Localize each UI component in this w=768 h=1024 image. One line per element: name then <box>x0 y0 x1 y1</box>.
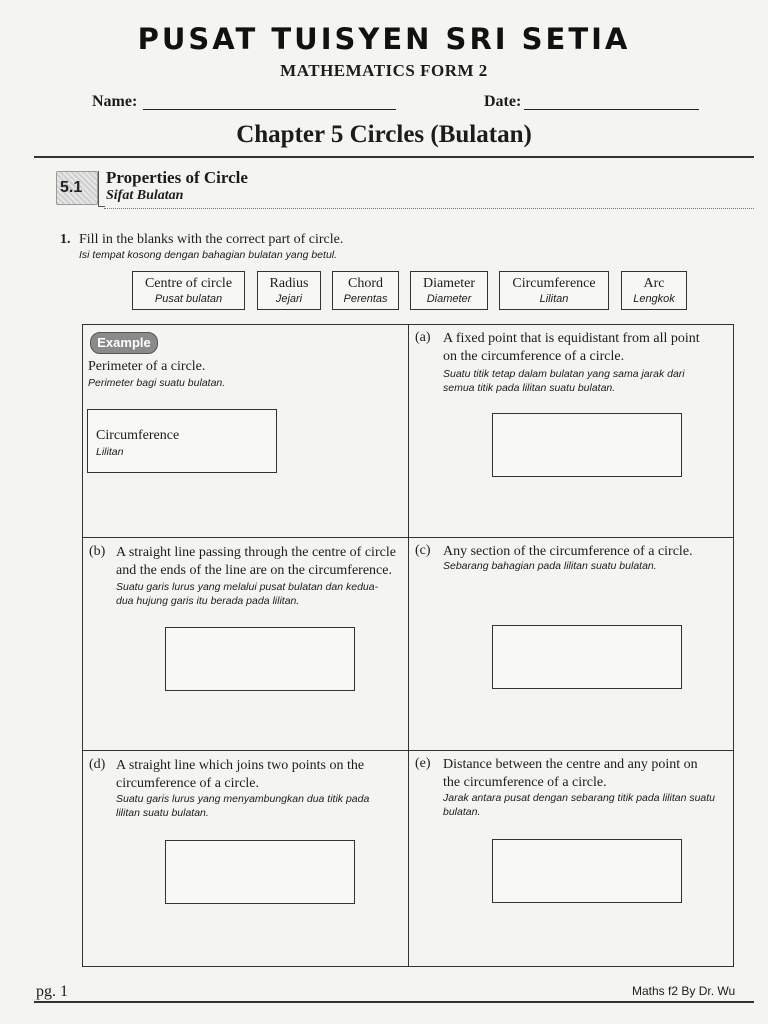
option-radius <box>257 271 321 310</box>
option-arc <box>621 271 687 310</box>
example-text-ms: Perimeter bagi suatu bulatan. <box>88 377 226 389</box>
option-label: Diameter <box>422 276 476 291</box>
header-divider <box>34 156 754 158</box>
option-circumference <box>499 271 609 310</box>
section-bracket <box>98 171 105 207</box>
item-c-text: Any section of the circumference of a circle. <box>443 544 693 559</box>
item-b-text-ms: Suatu garis lurus yang melalui pusat bulatan dan kedua- <box>116 581 379 593</box>
item-b-text-ms-2: dua hujung garis itu berada pada lilitan. <box>116 595 300 607</box>
example-answer-ms: Lilitan <box>96 446 124 458</box>
answer-box-a[interactable] <box>492 413 682 477</box>
example-badge: Example <box>90 332 158 354</box>
question-number: 1. <box>60 232 71 247</box>
item-a-text-ms: Suatu titik tetap dalam bulatan yang sama jarak dari <box>443 368 685 380</box>
item-d-text-ms-2: lilitan suatu bulatan. <box>116 807 209 819</box>
option-label: Arc <box>643 276 665 291</box>
option-label-ms: Diameter <box>426 293 472 305</box>
item-a-text-2: on the circumference of a circle. <box>443 349 625 364</box>
school-name: PUSAT TUISYEN SRI SETIA <box>137 22 631 56</box>
example-answer-box <box>87 409 277 473</box>
answer-box-e[interactable] <box>492 839 682 903</box>
item-e-text-ms: Jarak antara pusat dengan sebarang titik pada lilitan suatu <box>443 792 716 804</box>
chapter-title: Chapter 5 Circles (Bulatan) <box>236 121 532 148</box>
grid-divider-row1 <box>82 537 734 538</box>
subject-title: MATHEMATICS FORM 2 <box>280 61 488 80</box>
item-e-text: Distance between the centre and any point on <box>443 757 698 772</box>
answer-box-d[interactable] <box>165 840 355 904</box>
example-text: Perimeter of a circle. <box>88 359 206 374</box>
item-label-a: (a) <box>415 330 431 345</box>
item-a-text-ms-2: semua titik pada lilitan suatu bulatan. <box>443 382 616 394</box>
section-title: Properties of Circle <box>106 168 248 187</box>
answer-box-c[interactable] <box>492 625 682 689</box>
date-field[interactable] <box>524 109 699 110</box>
name-field[interactable] <box>143 109 396 110</box>
item-d-text-2: circumference of a circle. <box>116 776 260 791</box>
footer-divider <box>34 1001 754 1003</box>
option-label-ms: Jejari <box>275 293 303 305</box>
option-label: Radius <box>269 276 309 291</box>
example-answer: Circumference <box>96 428 180 443</box>
option-label: Chord <box>348 276 383 291</box>
answer-box-b[interactable] <box>165 627 355 691</box>
option-diameter <box>410 271 488 310</box>
section-subtitle: Sifat Bulatan <box>106 188 184 203</box>
option-label: Circumference <box>512 276 596 291</box>
date-label: Date: <box>484 93 522 110</box>
item-c-text-ms: Sebarang bahagian pada lilitan suatu bulatan. <box>443 560 657 572</box>
item-e-text-2: the circumference of a circle. <box>443 775 607 790</box>
option-label-ms: Perentas <box>343 293 388 305</box>
section-number: 5.1 <box>60 179 83 196</box>
page-number: pg. 1 <box>36 983 68 1000</box>
option-label: Centre of circle <box>144 276 233 291</box>
name-label: Name: <box>92 93 138 110</box>
item-b-text-2: and the ends of the line are on the circumference. <box>116 563 392 578</box>
item-label-c: (c) <box>415 543 431 558</box>
grid-divider-vertical <box>408 324 409 967</box>
item-label-e: (e) <box>415 756 431 771</box>
option-label-ms: Lilitan <box>539 293 569 305</box>
item-b-text: A straight line passing through the centre of circle <box>116 545 396 560</box>
question-text-ms: Isi tempat kosong dengan bahagian bulatan yang betul. <box>79 249 338 261</box>
item-d-text: A straight line which joins two points on the <box>116 758 365 773</box>
item-e-text-ms-2: bulatan. <box>443 806 481 818</box>
option-label-ms: Lengkok <box>633 293 675 305</box>
footer-credit: Maths f2 By Dr. Wu <box>632 984 736 998</box>
item-label-b: (b) <box>89 544 106 559</box>
question-text: Fill in the blanks with the correct part of circle. <box>79 232 344 247</box>
grid-divider-row2 <box>82 750 734 751</box>
option-chord <box>332 271 399 310</box>
item-a-text: A fixed point that is equidistant from all point <box>443 331 700 346</box>
option-label-ms: Pusat bulatan <box>154 293 223 305</box>
section-divider <box>104 208 754 209</box>
item-d-text-ms: Suatu garis lurus yang menyambungkan dua titik pada <box>116 793 370 805</box>
option-centre-of-circle <box>132 271 245 310</box>
item-label-d: (d) <box>89 757 106 772</box>
